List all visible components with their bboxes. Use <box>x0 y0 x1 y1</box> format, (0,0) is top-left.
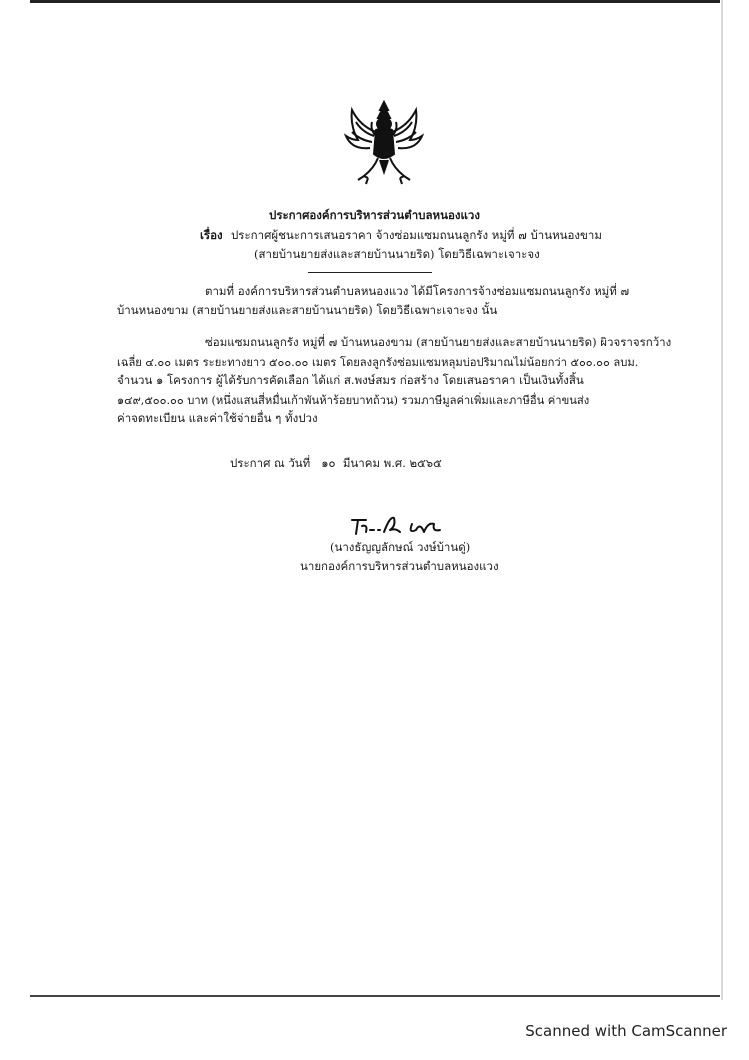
para2-line-5: ค่าจดทะเบียน และค่าใช้จ่ายอื่น ๆ ทั้งปวง <box>117 411 318 425</box>
announcement-title: ประกาศองค์การบริหารส่วนตำบลหนองแวง <box>269 208 480 222</box>
subject-label: เรื่อง <box>200 228 223 242</box>
para2-line-2: เฉลี่ย ๔.๐๐ เมตร ระยะทางยาว ๕๐๐.๐๐ เมตร โดยลงลูกรังซ่อมแซมหลุมบ่อปริมาณไม่น้อยกว่า ๕๐๐.๐๐ ลบม. <box>117 356 639 369</box>
garuda-emblem-icon <box>338 96 430 188</box>
title-divider <box>308 272 432 273</box>
handwritten-signature <box>350 512 446 538</box>
para1-line-1: ตามที่ องค์การบริหารส่วนตำบลหนองแวง ได้มีโครงการจ้างซ่อมแซมถนนลูกรัง หมู่ที่ ๗ <box>205 284 630 298</box>
camscanner-watermark: Scanned with CamScanner <box>525 1022 727 1040</box>
scan-bottom-edge <box>30 995 720 997</box>
scan-top-edge <box>30 0 720 3</box>
signer-name: (นางธัญญลักษณ์ วงษ์บ้านดู่) <box>330 540 471 554</box>
announcement-date: ประกาศ ณ วันที่ ๑๐ มีนาคม พ.ศ. ๒๕๖๕ <box>230 456 442 470</box>
para2-line-4: ๑๔๙,๕๐๐.๐๐ บาท (หนึ่งแสนสี่หมื่นเก้าพันห้าร้อยบาทถ้วน) รวมภาษีมูลค่าเพิ่มและภาษีอื่น ค่าขนส่ง <box>117 394 590 407</box>
subject-line-1: ประกาศผู้ชนะการเสนอราคา จ้างซ่อมแซมถนนลูกรัง หมู่ที่ ๗ บ้านหนองขาม <box>231 228 602 242</box>
para1-line-2: บ้านหนองขาม (สายบ้านยายส่งและสายบ้านนายริด) โดยวิธีเฉพาะเจาะจง นั้น <box>117 303 498 317</box>
para2-line-1: ซ่อมแซมถนนลูกรัง หมู่ที่ ๗ บ้านหนองขาม (สายบ้านยายส่งและสายบ้านนายริด) ผิวจราจรกว้าง <box>205 335 672 349</box>
scan-right-edge <box>721 0 723 1000</box>
subject-line-2: (สายบ้านยายส่งและสายบ้านนายริด) โดยวิธีเฉพาะเจาะจง <box>254 247 540 261</box>
para2-line-3: จำนวน ๑ โครงการ ผู้ได้รับการคัดเลือก ได้แก่ ส.พงษ์สมร ก่อสร้าง โดยเสนอราคา เป็นเงินทั้งสิ้น <box>117 373 584 387</box>
signer-position: นายกองค์การบริหารส่วนตำบลหนองแวง <box>300 559 499 573</box>
